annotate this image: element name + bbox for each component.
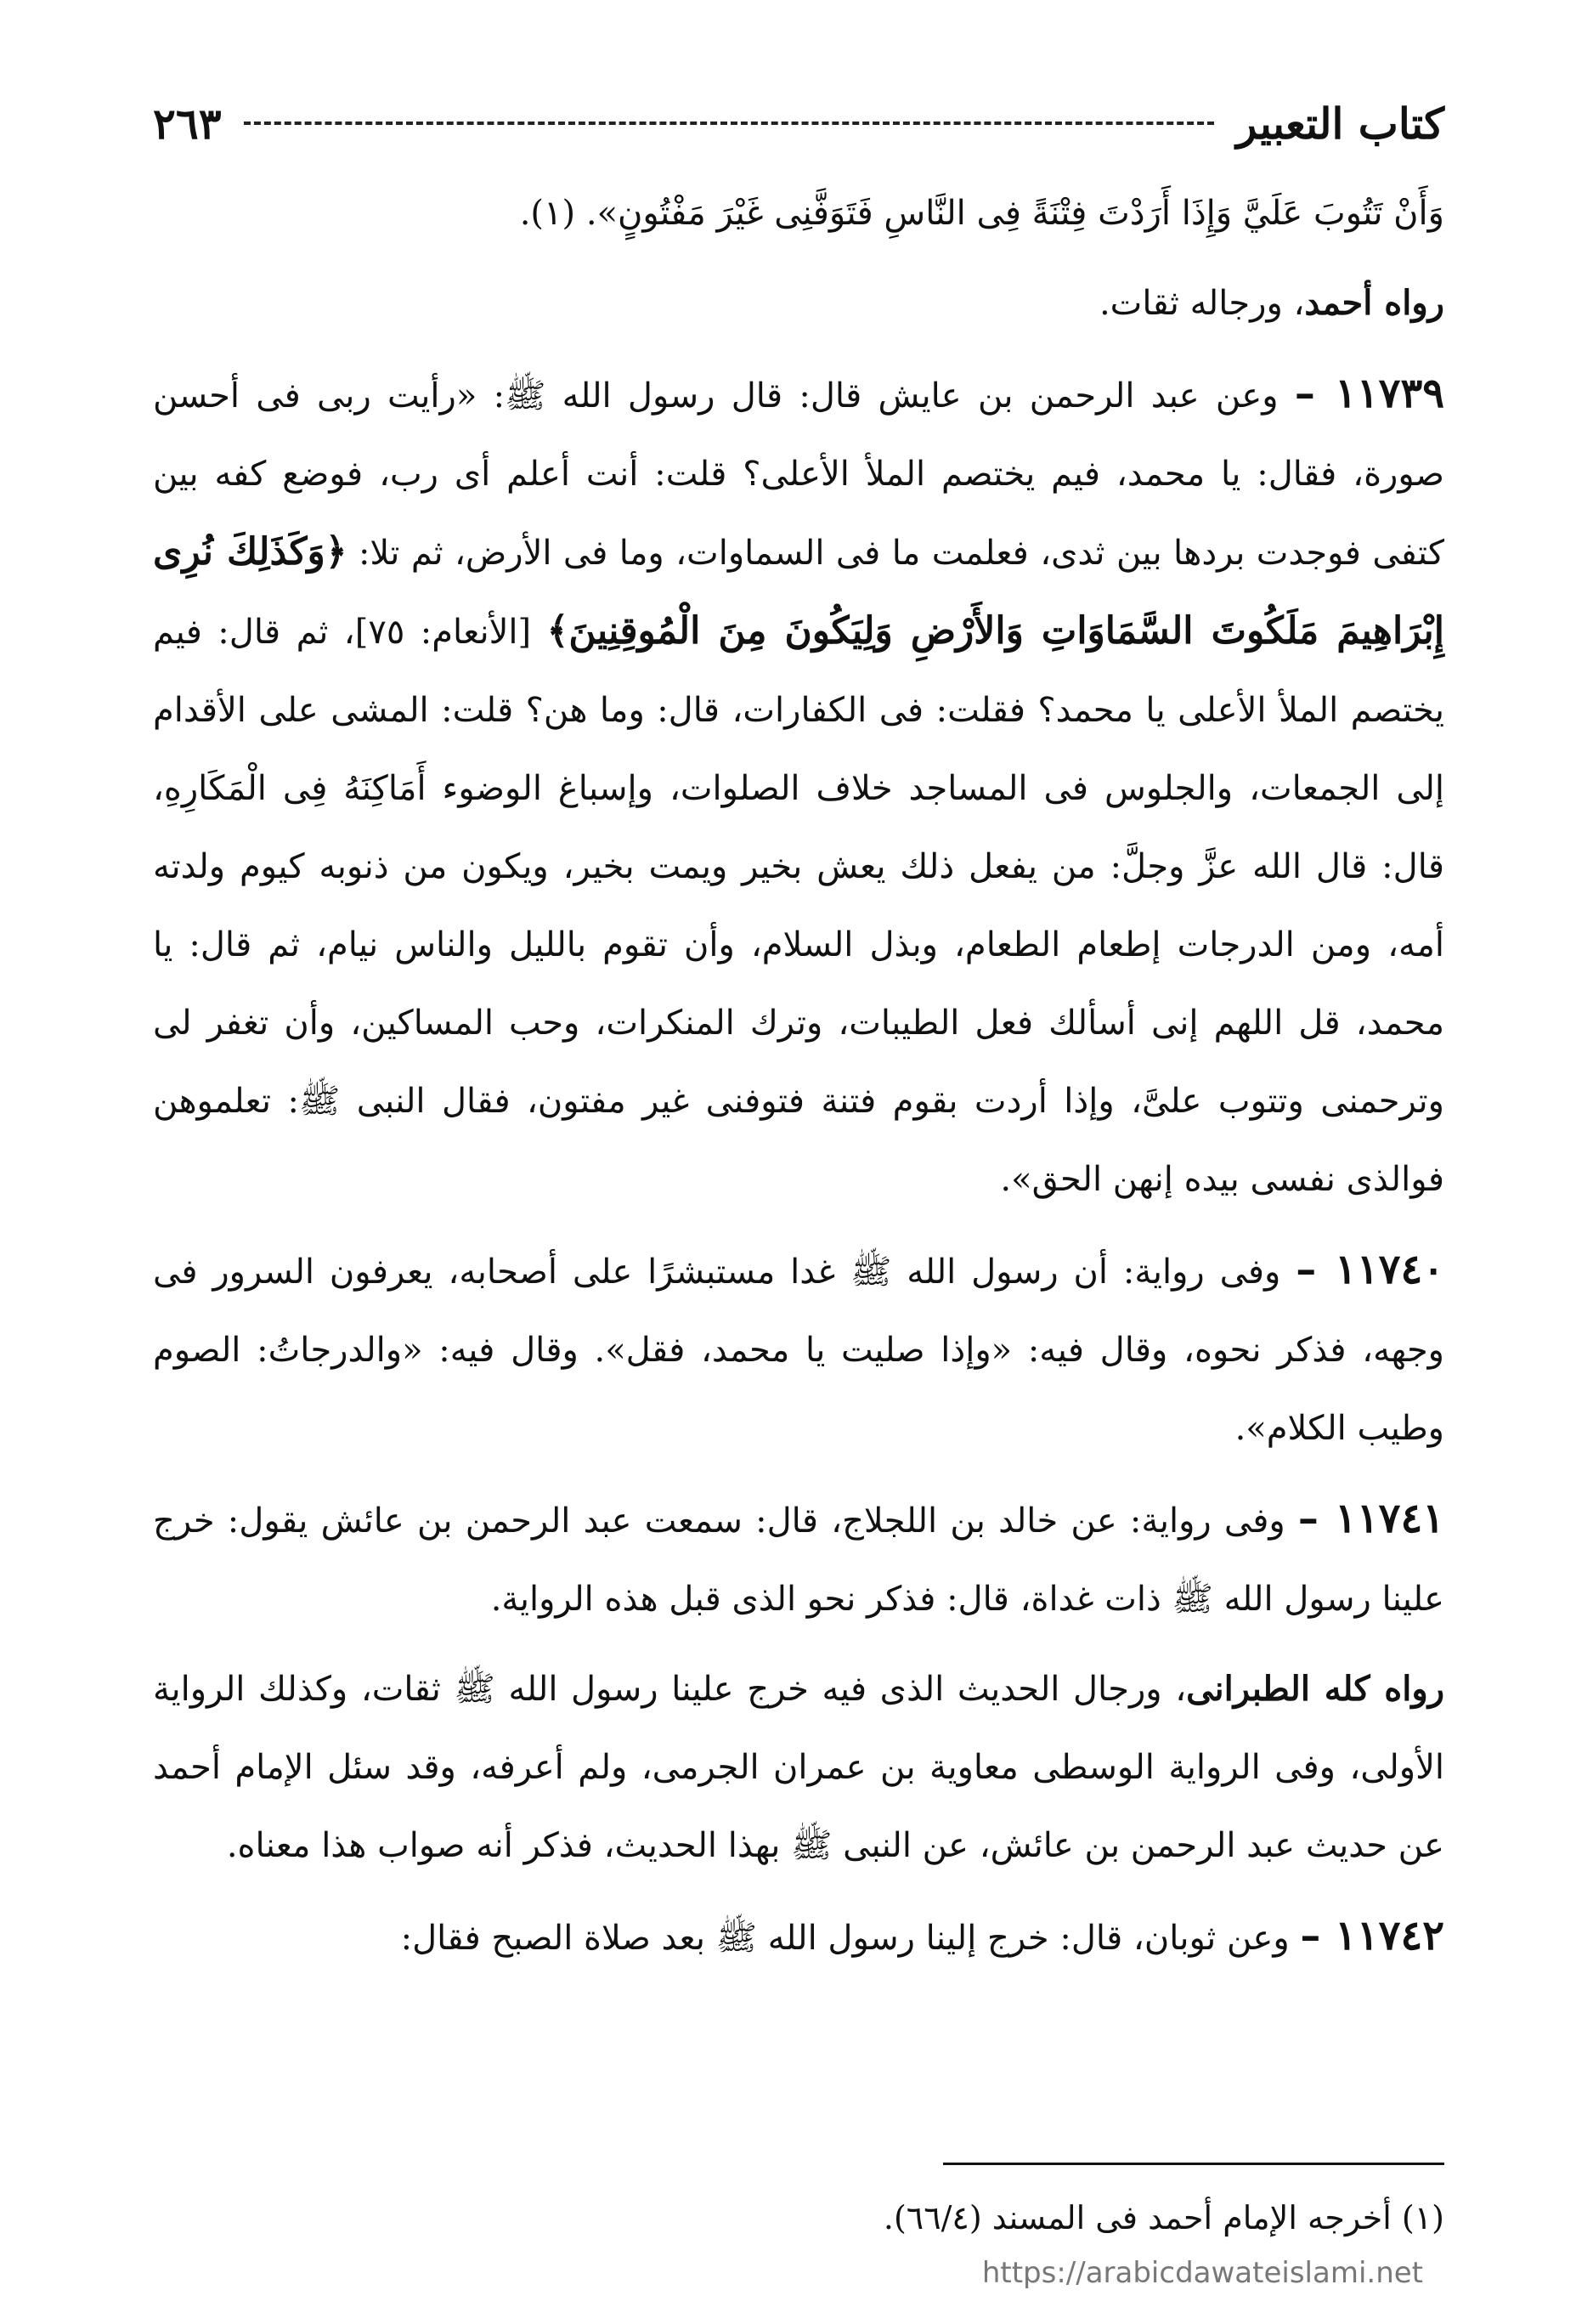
paragraph-text: ، ورجاله ثقات. xyxy=(1099,284,1305,323)
hadith-number: ١١٧٤٠ – xyxy=(1296,1246,1445,1293)
paragraph-text: وفى رواية: عن خالد بن اللجلاج، قال: سمعت عبد الرحمن بن عائش يقول: خرج علينا رسول الله ﷺ ذات غداة، قال: فذكر نحو الذى قبل هذه الرواية. xyxy=(153,1501,1444,1619)
source-watermark: https://arabicdawateislami.net xyxy=(981,2256,1423,2290)
paragraph-text: وعن عبد الرحمن بن عايش قال: قال رسول الله ﷺ: «رأيت ربى فى أحسن صورة، فقال: يا محمد، فيم يختصم الملأ الأعلى؟ قلت: أنت أعلم أى رب، فوضع كفه بين كتفى فوجدت بردها بين ثدى، فعلمت ما فى السماوات، وما فى الأرض، ثم تلا: xyxy=(153,376,1445,573)
narrator-source: رواه أحمد xyxy=(1304,283,1444,323)
narration-note xyxy=(153,264,1444,342)
hadith-number: ١١٧٤١ – xyxy=(1297,1495,1444,1542)
hadith-11740 xyxy=(153,1230,1444,1467)
hadith-number: ١١٧٣٩ – xyxy=(1294,370,1444,417)
paragraph-text: ، ورجال الحديث الذى فيه خرج علينا رسول الله ﷺ ثقات، وكذلك الرواية الأولى، وفى الرواية الوسطى معاوية بن عمران الجرمى، ولم أعرفه، وقد سئل الإمام أحمد عن حديث عبد الرحمن بن عائش، عن النبى ﷺ بهذا الحديث، فذكر أنه صواب هذا معناه. xyxy=(153,1670,1444,1865)
hadith-11739 xyxy=(153,354,1444,1219)
header-divider xyxy=(244,122,1215,125)
footnote: (١) أخرجه الإمام أحمد فى المسند (٦٦/٤). xyxy=(883,2199,1444,2236)
paragraph-text: وفى رواية: أن رسول الله ﷺ غدا مستبشرًا على أصحابه، يعرفون السرور فى وجهه، فذكر نحوه، وقال فيه: «وإذا صليت يا محمد، فقل». وقال فيه: «والدرجاتُ: الصوم وطيب الكلام». xyxy=(153,1252,1444,1448)
quran-verse: ﴿وَكَذَلِكَ نُرِى إِبْرَاهِيمَ مَلَكُوتَ السَّمَاوَاتِ وَالأَرْضِ وَلِيَكُونَ مِنَ الْمُوقِنِينَ﴾ xyxy=(153,530,1444,653)
running-header xyxy=(153,93,1444,153)
hadith-continuation xyxy=(153,174,1444,252)
body-text xyxy=(153,174,1444,1989)
narrator-source: رواه كله الطبرانى xyxy=(1186,1669,1445,1709)
paragraph-text: وعن ثوبان، قال: خرج إلينا رسول الله ﷺ بعد صلاة الصبح فقال: xyxy=(400,1919,1301,1958)
page-number: ٢٦٣ xyxy=(153,98,222,149)
hadith-11741 xyxy=(153,1479,1444,1638)
paragraph-text: وَأَنْ تَتُوبَ عَلَيَّ وَإِذَا أَرَدْتَ فِتْنَةً فِى النَّاسِ فَتَوَفَّنِى غَيْرَ مَفْتُونٍ». (١). xyxy=(519,194,1444,233)
narration-note xyxy=(153,1650,1444,1885)
footnote-divider xyxy=(943,2163,1444,2165)
hadith-11742 xyxy=(153,1897,1444,1977)
paragraph-text: [الأنعام: ٧٥]، ثم قال: فيم يختصم الملأ الأعلى يا محمد؟ فقلت: فى الكفارات، قال: وما هن؟ قلت: المشى على الأقدام إلى الجمعات، والجلوس فى المساجد خلاف الصلوات، وإسباغ الوضوء أَمَاكِنَهُ فِى الْمَكَارِهِ، قال: قال الله عزَّ وجلَّ: من يفعل ذلك يعش بخير ويمت بخير، ويكون من ذنوبه كيوم ولدته أمه، ومن الدرجات إطعام الطعام، وبذل السلام، وأن تقوم بالليل والناس نيام، ثم قال: يا محمد، قل اللهم إنى أسألك فعل الطيبات، وترك المنكرات، وحب المساكين، وأن تغفر لى وترحمنى وتتوب علىَّ، وإذا أردت بقوم فتنة فتوفنى غير مفتون، فقال النبى ﷺ: تعلموهن فوالذى نفسى بيده إنهن الحق». xyxy=(153,613,1444,1199)
hadith-number: ١١٧٤٢ – xyxy=(1300,1912,1444,1959)
book-title: كتاب التعبير xyxy=(1236,98,1444,149)
